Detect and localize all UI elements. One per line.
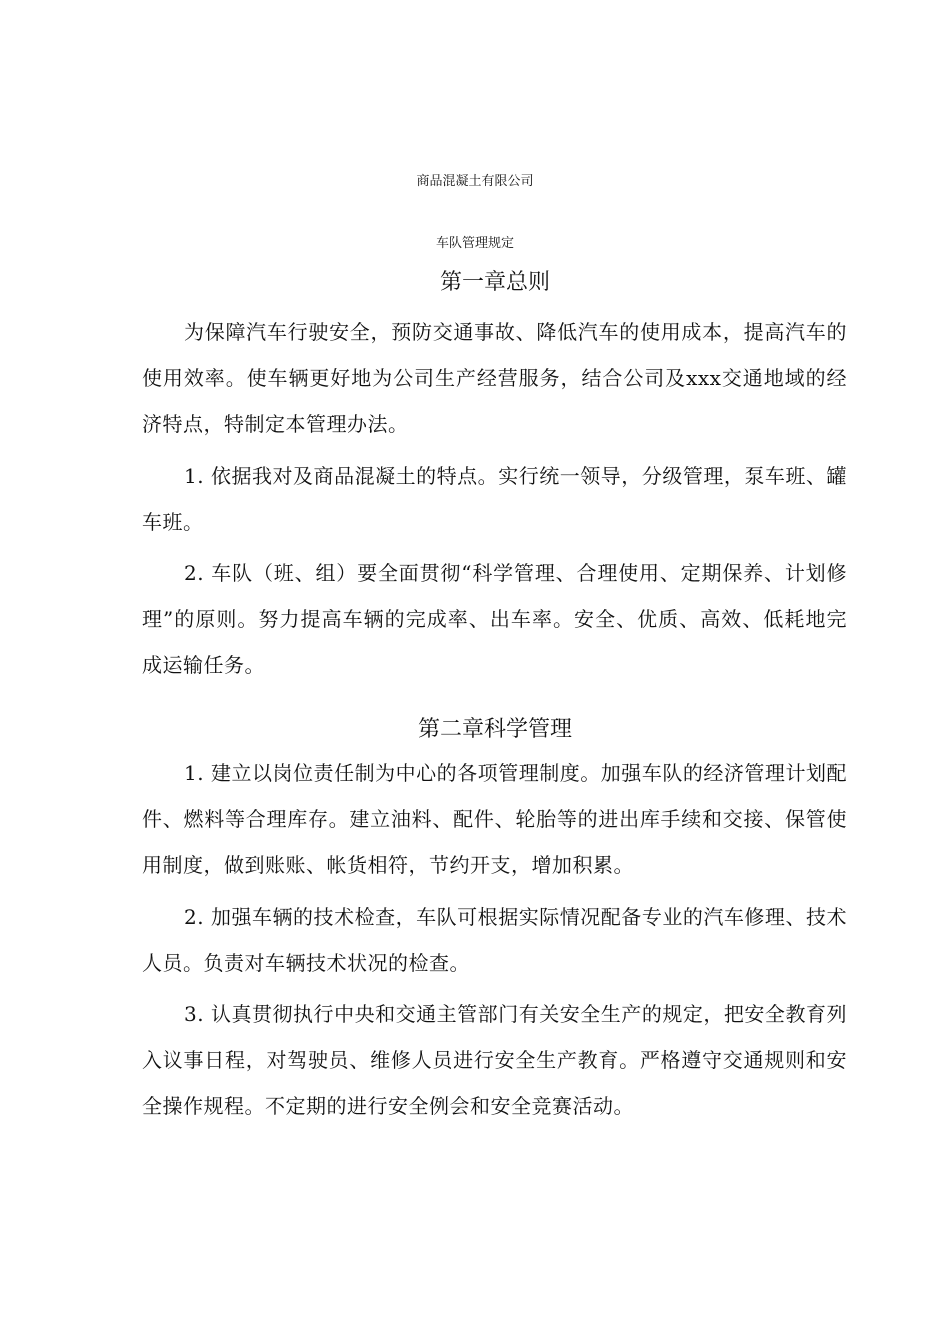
chapter-1-heading: 第一章总则 bbox=[439, 270, 550, 295]
chapter-2-heading: 第二章科学管理 bbox=[417, 717, 572, 742]
chapter-2-paragraph-1: 1. 建立以岗位责任制为中心的各项管理制度。加强车队的经济管理计划配件、燃料等合理库存。建立油料、配件、轮胎等的进出库手续和交接、保管使用制度，做到账账、帐货相符，节约开支，增加积累。 bbox=[142, 761, 847, 877]
chapter-2-paragraph-3: 3. 认真贯彻执行中央和交通主管部门有关安全生产的规定，把安全教育列入议事日程，对驾驶员、维修人员进行安全生产教育。严格遵守交通规则和安全操作规程。不定期的进行安全例会和安全竞赛活动。 bbox=[142, 1002, 847, 1118]
company-name: 商品混凝土有限公司 bbox=[416, 174, 534, 189]
chapter-1-paragraph-1: 为保障汽车行驶安全，预防交通事故、降低汽车的使用成本，提高汽车的使用效率。使车辆更好地为公司生产经营服务，结合公司及xxx交通地域的经济特点，特制定本管理办法。 bbox=[142, 320, 847, 436]
chapter-1-paragraph-2: 1. 依据我对及商品混凝土的特点。实行统一领导，分级管理，泵车班、罐车班。 bbox=[142, 464, 847, 534]
chapter-1-paragraph-3: 2. 车队（班、组）要全面贯彻“科学管理、合理使用、定期保养、计划修理”的原则。努力提高车辆的完成率、出车率。安全、优质、高效、低耗地完成运输任务。 bbox=[142, 561, 847, 677]
document-title: 车队管理规定 bbox=[435, 236, 514, 251]
chapter-2-paragraph-2: 2. 加强车辆的技术检查，车队可根据实际情况配备专业的汽车修理、技术人员。负责对车辆技术状况的检查。 bbox=[142, 905, 847, 975]
